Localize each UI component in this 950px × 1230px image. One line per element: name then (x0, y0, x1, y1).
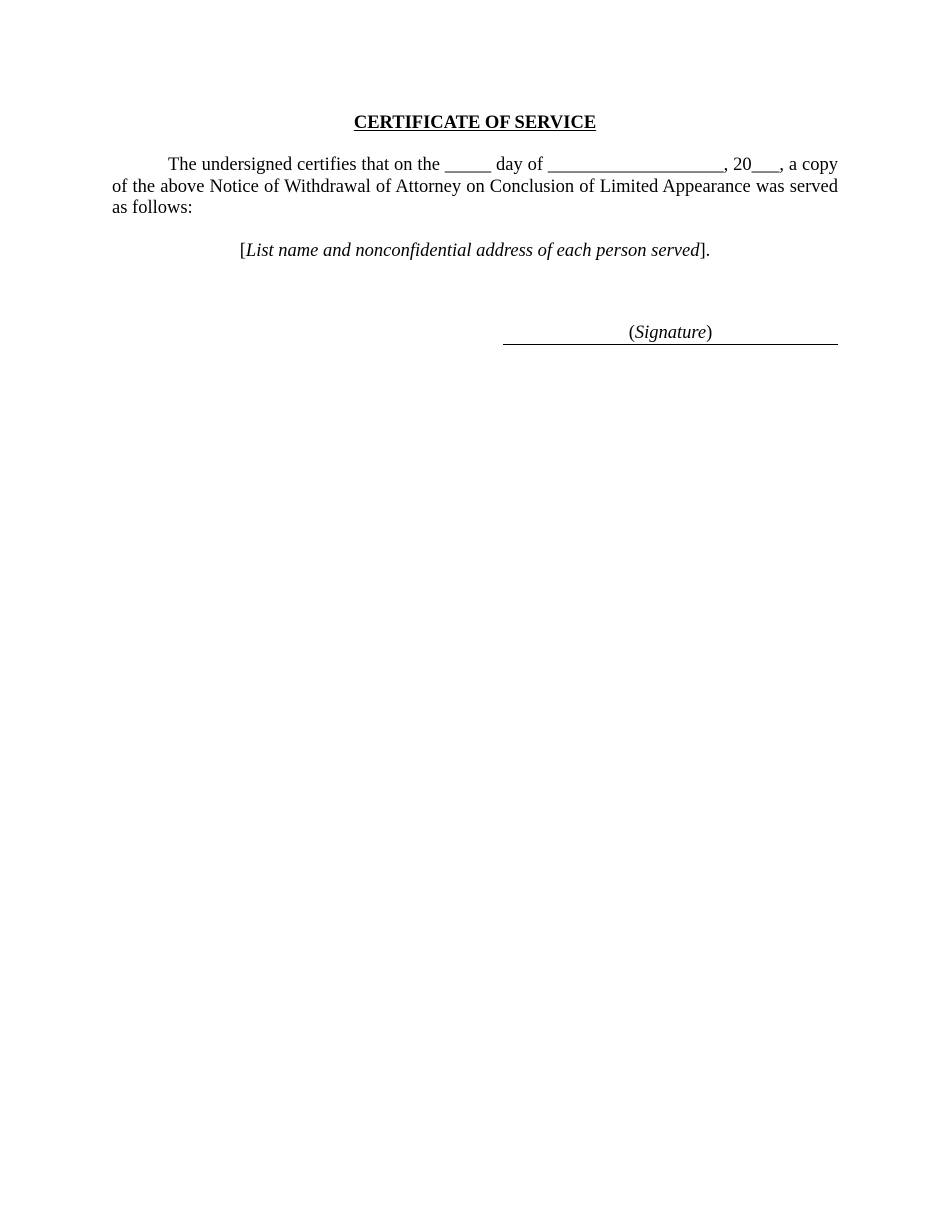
signature-open-paren: ( (628, 323, 635, 343)
service-list-instruction (112, 240, 838, 262)
list-close-bracket: ]. (699, 241, 711, 261)
certification-paragraph: The undersigned certifies that on the _____ day of ___________________, 20___, a copy of the above Notice of Withdrawal of Attorney on Conclusion of Limited Appearance was served as follows: (112, 155, 838, 218)
signature-label: Signature (634, 323, 707, 343)
list-instruction-text: List name and nonconfidential address of each person served (245, 241, 700, 261)
list-open-bracket: [ (239, 241, 246, 261)
page-title: CERTIFICATE OF SERVICE (353, 113, 597, 133)
signature-line (503, 322, 838, 345)
signature-close-paren: ) (706, 323, 713, 343)
